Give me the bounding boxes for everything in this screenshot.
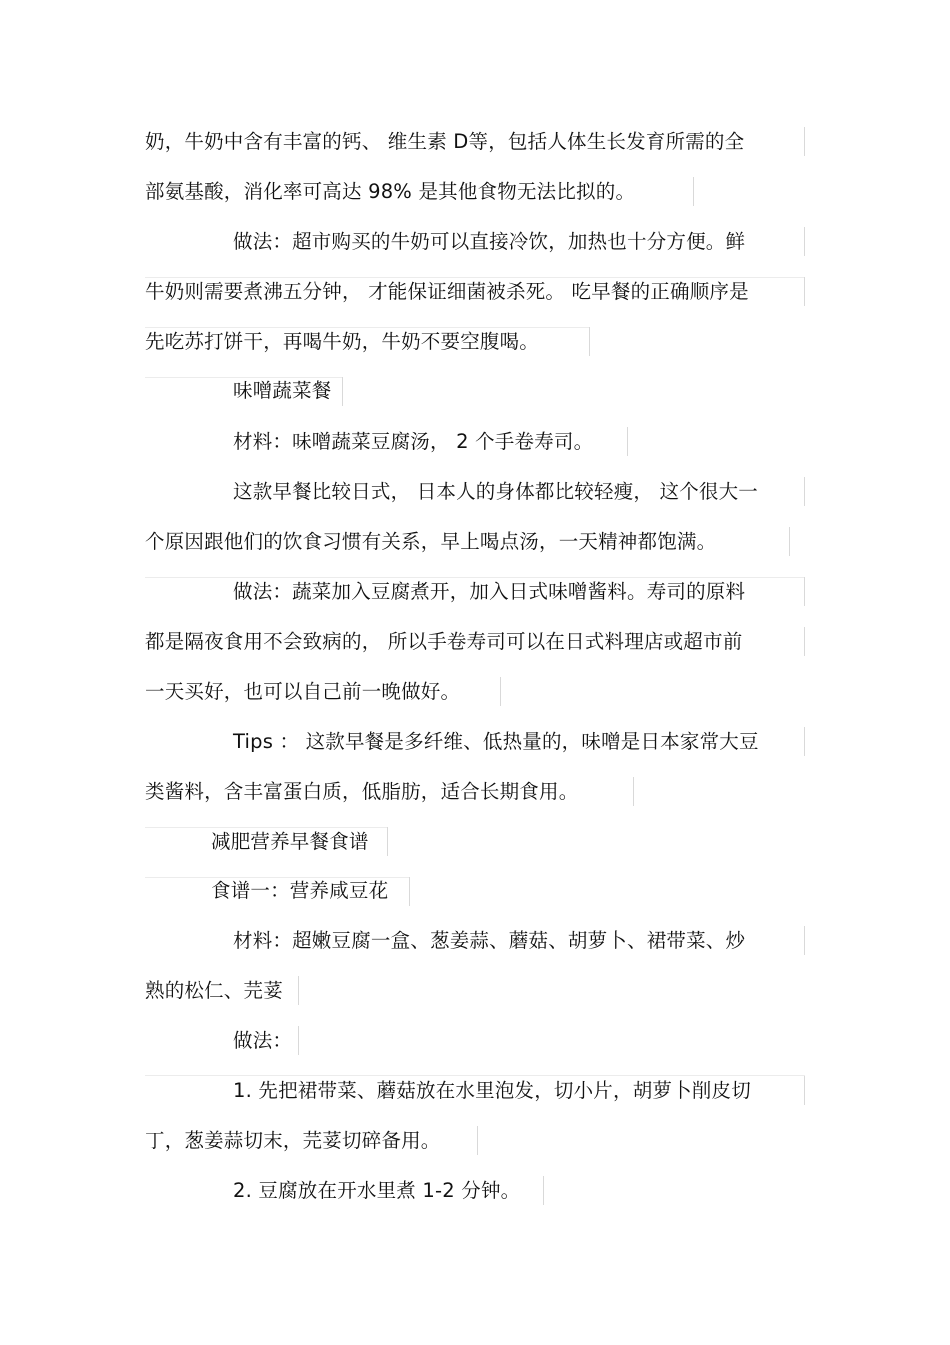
line-end-marker [804, 577, 805, 606]
line-end-marker [633, 777, 634, 806]
line-end-marker [387, 827, 388, 856]
paragraph-line: 做法：超市购买的牛奶可以直接冷饮，加热也十分方便。鲜 [233, 230, 746, 253]
paragraph-line: 个原因跟他们的饮食习惯有关系，早上喝点汤，一天精神都饱满。 [145, 530, 717, 553]
paragraph-line: 先吃苏打饼干，再喝牛奶，牛奶不要空腹喝。 [145, 330, 540, 353]
line-end-marker [789, 527, 790, 556]
line-end-marker [804, 1076, 805, 1105]
paragraph-line: 部氨基酸，消化率可高达 98% 是其他食物无法比拟的。 [145, 180, 636, 203]
paragraph-line: 丁，葱姜蒜切末，芫荽切碎备用。 [145, 1129, 441, 1152]
line-end-marker [589, 327, 590, 356]
paragraph-line: 一天买好，也可以自己前一晚做好。 [145, 680, 461, 703]
line-end-marker [298, 1026, 299, 1055]
paragraph-line: 牛奶则需要煮沸五分钟， 才能保证细菌被杀死。 吃早餐的正确顺序是 [145, 280, 749, 303]
line-end-marker [804, 477, 805, 506]
paragraph-line: 做法：蔬菜加入豆腐煮开，加入日式味噌酱料。寿司的原料 [233, 580, 746, 603]
paragraph-line: 熟的松仁、芫荽 [145, 979, 283, 1002]
paragraph-line: 都是隔夜食用不会致病的， 所以手卷寿司可以在日式料理店或超市前 [145, 630, 743, 653]
paragraph-line: 奶，牛奶中含有丰富的钙、 维生素 D等，包括人体生长发育所需的全 [145, 130, 745, 153]
section-heading: 减肥营养早餐食谱 [211, 830, 369, 853]
line-end-marker [543, 1176, 544, 1205]
line-end-marker [298, 976, 299, 1005]
recipe-heading: 食谱一：营养咸豆花 [211, 879, 389, 902]
paragraph-line: 材料：超嫩豆腐一盒、葱姜蒜、蘑菇、胡萝卜、裙带菜、炒 [233, 929, 746, 952]
paragraph-line: 1. 先把裙带菜、蘑菇放在水里泡发，切小片，胡萝卜削皮切 [233, 1079, 751, 1102]
paragraph-line: Tips ： 这款早餐是多纤维、低热量的，味噌是日本家常大豆 [233, 730, 759, 753]
line-end-marker [409, 877, 410, 906]
section-heading: 味噌蔬菜餐 [233, 379, 332, 402]
line-end-marker [500, 677, 501, 706]
line-end-marker [804, 926, 805, 955]
line-end-marker [342, 377, 343, 406]
line-end-marker [804, 727, 805, 756]
line-end-marker [693, 177, 694, 206]
paragraph-line: 材料：味噌蔬菜豆腐汤， 2 个手卷寿司。 [233, 430, 594, 453]
line-end-marker [804, 227, 805, 256]
line-end-marker [804, 627, 805, 656]
paragraph-line: 2. 豆腐放在开水里煮 1-2 分钟。 [233, 1179, 521, 1202]
line-end-marker [804, 127, 805, 156]
layout-rule [145, 1075, 805, 1076]
paragraph-line: 类酱料，含丰富蛋白质，低脂肪，适合长期食用。 [145, 780, 579, 803]
line-end-marker [477, 1126, 478, 1155]
paragraph-line: 这款早餐比较日式， 日本人的身体都比较轻瘦， 这个很大一 [233, 480, 758, 503]
paragraph-line: 做法： [233, 1029, 293, 1052]
line-end-marker [804, 277, 805, 306]
line-end-marker [627, 427, 628, 456]
